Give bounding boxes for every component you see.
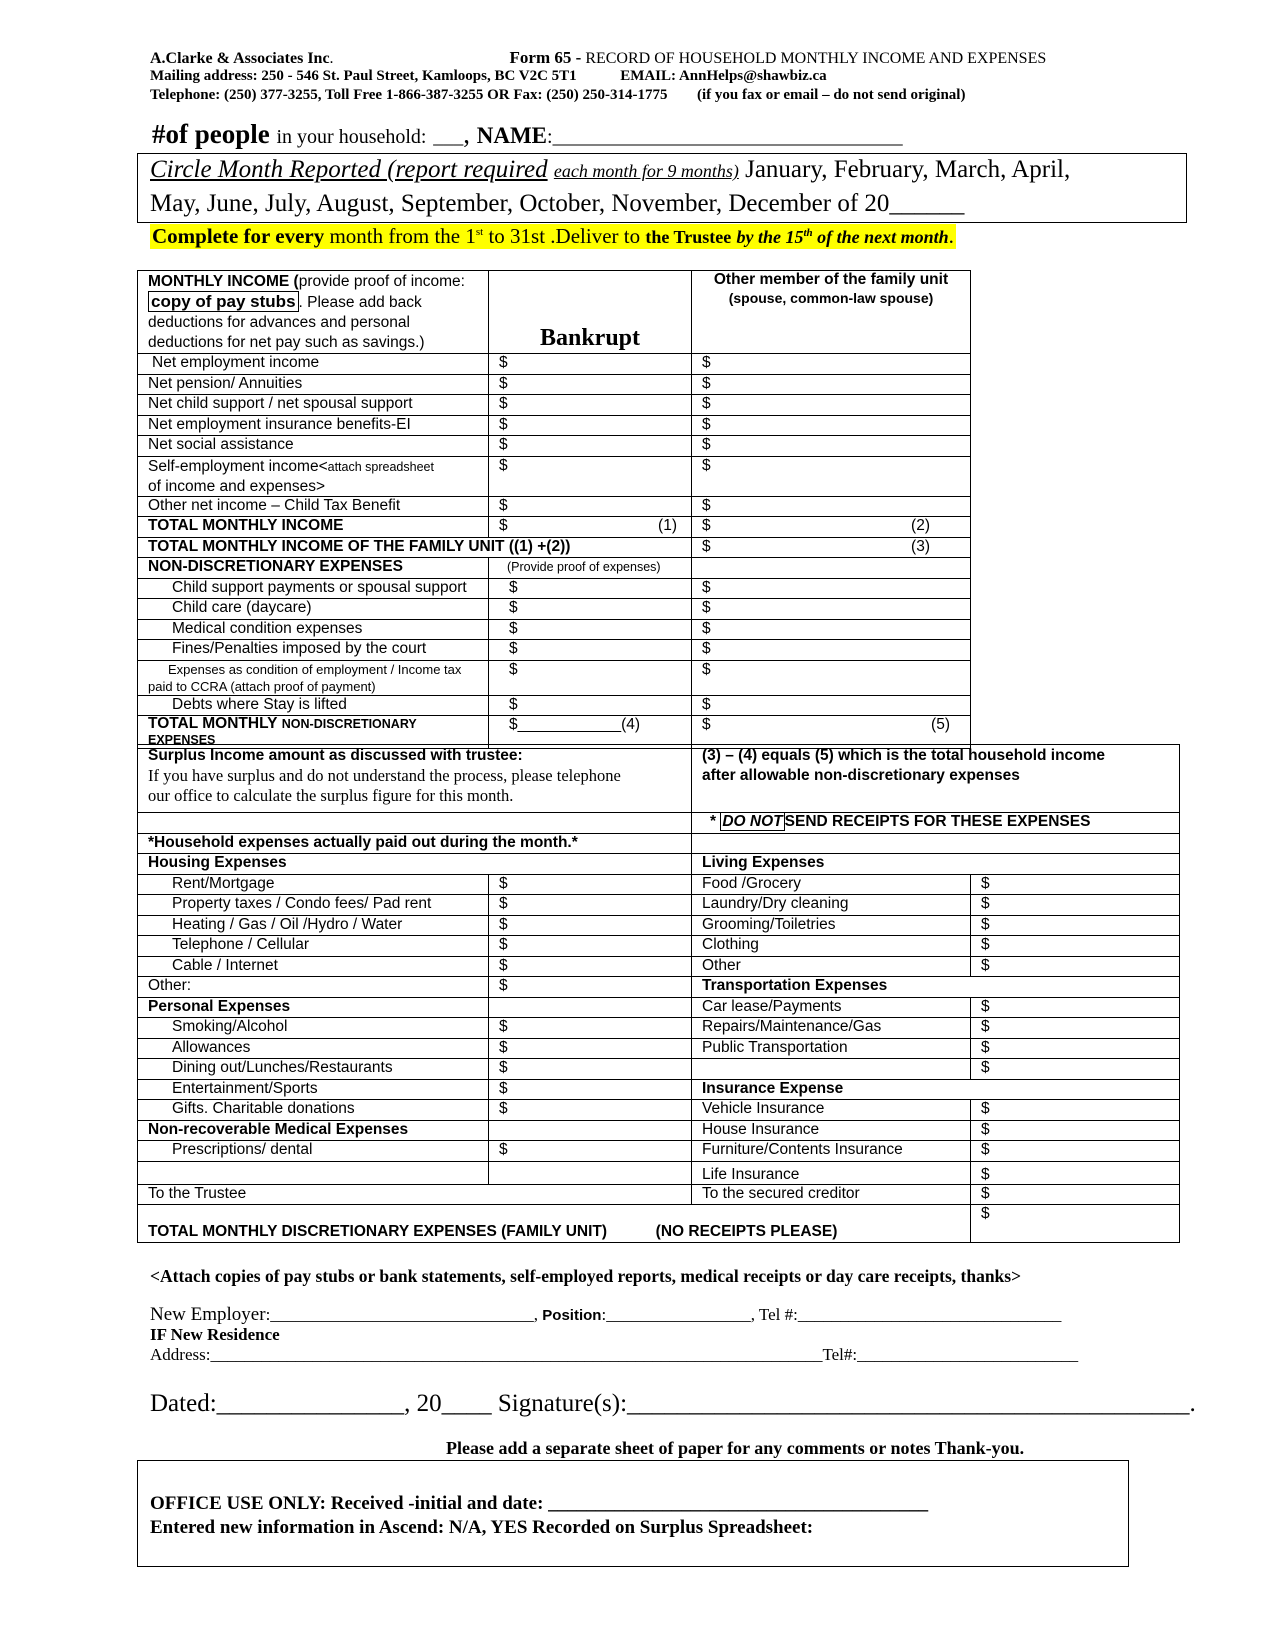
table-row [138,1079,1180,1100]
bankrupt-amount[interactable]: $ [489,395,692,416]
send-receipts: SEND RECEIPTS FOR THESE EXPENSES [784,813,1091,830]
other-member-header [692,271,971,354]
employer-field[interactable]: :_______________________________, [265,1305,539,1324]
table-row [138,915,1180,936]
surplus-right-cell [692,745,1180,813]
amount[interactable]: $ [971,1100,1180,1121]
amount[interactable]: $ [971,1038,1180,1059]
amount[interactable]: $ [489,1059,692,1080]
to-secured-label: To the secured creditor [692,1184,971,1205]
row-label: Repairs/Maintenance/Gas [692,1018,971,1039]
complete-trustee: the Trustee [645,227,732,247]
other-amount[interactable]: $ [692,496,971,517]
row-label: Debts where Stay is lifted [138,695,489,716]
mi-head-1: MONTHLY INCOME ( [148,273,299,290]
spouse-note: (spouse, common-law spouse) [728,290,934,306]
ref-1: (1) [658,517,677,534]
complete-instruction: Complete for every month from the 1st to 31st .Deliver to the Trustee by the 15th of the next month. [152,224,954,248]
dollar: $ [702,517,711,534]
bankrupt-amount[interactable]: $ [489,695,692,716]
new-residence-label: IF New Residence [150,1325,280,1344]
bankrupt-label: Bankrupt [539,325,641,351]
each-month-text: each month for 9 months) [553,161,739,181]
table-row [138,517,971,538]
amount[interactable]: $ [971,1120,1180,1141]
se-3: of income and expenses> [148,477,326,495]
dollar: $ [499,517,508,534]
row-label: Food /Grocery [692,874,971,895]
household-title: *Household expenses actually paid out during the month.* [138,833,692,854]
bankrupt-amount[interactable]: $ [489,374,692,395]
row-label: Telephone / Cellular [138,936,489,957]
to-trustee-label: To the Trustee [138,1184,692,1205]
total-income-bankrupt[interactable] [489,517,692,538]
table-row [138,1161,1180,1184]
surplus-right-1: (3) – (4) equals (5) which is the total household income [702,747,1106,764]
table-row [138,578,971,599]
tnd-1: TOTAL MONTHLY [148,715,278,732]
other-amount[interactable]: $ [692,578,971,599]
row-label: Net social assistance [138,436,489,457]
other-amount[interactable]: $ [692,599,971,620]
empty-cell [138,1161,489,1184]
row-label: Net employment income [138,354,489,375]
other-amount[interactable]: $ [692,395,971,416]
table-row [138,1120,1180,1141]
complete-part2: month from the 1 [329,224,476,248]
table-row [138,599,971,620]
amount[interactable]: $ [971,1161,1180,1184]
total-disc-cell [138,1205,971,1243]
table-row [138,695,971,716]
form-number: Form 65 - [509,48,582,67]
row-label: Entertainment/Sports [138,1079,489,1100]
complete-part1: Complete for every [152,224,325,248]
row-label: Car lease/Payments [692,997,971,1018]
row-label: Fines/Penalties imposed by the court [138,640,489,661]
header-line-1: A.Clarke & Associates Inc. Form 65 - RECORD OF HOUSEHOLD MONTHLY INCOME AND EXPENSES [150,48,1047,67]
insurance-heading: Insurance Expense [692,1079,1180,1100]
row-label: Other net income – Child Tax Benefit [138,496,489,517]
bankrupt-amount[interactable]: $ [489,496,692,517]
empty-cell [489,1120,692,1141]
row-label: Heating / Gas / Oil /Hydro / Water [138,915,489,936]
dollar-line: $____________ [509,716,622,733]
surplus-text-2: our office to calculate the surplus figure for this month. [148,786,514,805]
do-not-box: DO NOT [722,813,783,830]
row-label: House Insurance [692,1120,971,1141]
complete-st: st [475,226,484,238]
other-amount[interactable]: $ [692,374,971,395]
row-label: Grooming/Toiletries [692,915,971,936]
amount[interactable]: $ [489,895,692,916]
table-row [138,936,1180,957]
table-row [138,997,1180,1018]
amount[interactable]: $ [489,915,692,936]
total-income-other[interactable] [692,517,971,538]
people-label: #of people [152,119,270,149]
do-not-send-receipts [692,813,1180,834]
table-row [138,456,971,496]
form-title: RECORD OF HOUSEHOLD MONTHLY INCOME AND EXPENSES [585,50,1047,67]
bankrupt-amount[interactable]: $ [489,578,692,599]
nonrec-med-heading: Non-recoverable Medical Expenses [138,1120,489,1141]
total-disc-amount[interactable]: $ [971,1205,1180,1243]
nondisc-label: NON-DISCRETIONARY EXPENSES [138,558,489,579]
other-amount[interactable]: $ [692,436,971,457]
table-row [138,436,971,457]
row-label: Net pension/ Annuities [138,374,489,395]
transport-heading: Transportation Expenses [692,977,1180,998]
amount[interactable]: $ [489,956,692,977]
total-monthly-income-label: TOTAL MONTHLY INCOME [138,517,489,538]
mi-head-3: . Please add back deductions for advances and personal deductions for net pay such as savings.) [148,294,425,351]
address-field[interactable]: Address:________________________________________________________________________Tel#:__________________________ [150,1345,1079,1364]
table-row [138,537,971,558]
row-label: Child support payments or spousal support [138,578,489,599]
email-address: EMAIL: AnnHelps@shawbiz.ca [620,68,827,84]
amount[interactable]: $ [489,874,692,895]
proof-expenses-note: (Provide proof of expenses) [489,558,692,579]
row-label: Furniture/Contents Insurance [692,1141,971,1162]
ref-3: (3) [911,537,930,555]
table-row [138,1184,1180,1205]
exp-cond-label [138,660,489,695]
office-line-2: Entered new information in Ascend: N/A, YES Recorded on Surplus Spreadsheet: [150,1517,814,1538]
ref-2: (2) [911,517,930,534]
telephone-info: Telephone: (250) 377-3255, Toll Free 1-866-387-3255 OR Fax: (250) 250-314-1775 [150,87,668,103]
other-amount[interactable]: $ [692,660,971,695]
dollar: $ [702,716,711,733]
table-row [138,640,971,661]
people-name-line: #of people in your household: ___, NAME:___________________________________ [152,119,903,149]
housing-heading: Housing Expenses [138,854,692,875]
se-2: attach spreadsheet [327,459,434,474]
table-row [138,1205,1180,1243]
people-count-field[interactable]: ___ [433,126,464,148]
bankrupt-col-header [489,271,692,354]
income-table [137,270,971,749]
attach-note: <Attach copies of pay stubs or bank statements, self-employed reports, medical receipts or day care receipts, thanks> [150,1266,1022,1286]
complete-part3: to 31st .Deliver to [488,224,641,248]
mailing-address: Mailing address: 250 - 546 St. Paul Street, Kamloops, BC V2C 5T1 [150,68,577,84]
table-row [138,895,1180,916]
bankrupt-amount[interactable]: $ [489,640,692,661]
tnd-3: EXPENSES [148,733,216,747]
table-row [138,1059,1180,1080]
amount[interactable]: $ [971,956,1180,977]
dated-signature-line[interactable]: Dated:_______________, 20____ Signature(s):_____________________________________________. [150,1390,1196,1417]
other-amount[interactable]: $ [692,415,971,436]
amount[interactable]: $ [489,1079,692,1100]
amount[interactable]: $ [971,1018,1180,1039]
row-label: Life Insurance [692,1161,971,1184]
amount[interactable]: $ [489,977,692,998]
table-row [138,395,971,416]
table-row [138,374,971,395]
total-disc-label: TOTAL MONTHLY DISCRETIONARY EXPENSES (FAMILY UNIT) [148,1223,608,1240]
empty-cell [489,1161,692,1184]
amount[interactable]: $ [971,1184,1180,1205]
total-family-amount[interactable] [692,537,971,558]
row-label: Rent/Mortgage [138,874,489,895]
se-1: Self-employment income< [148,457,328,475]
other-amount[interactable]: $ [692,695,971,716]
circle-month-text: Circle Month Reported (report required [150,156,548,183]
no-receipts-label: (NO RECEIPTS PLEASE) [655,1223,838,1240]
month-box [137,153,1187,223]
amount[interactable]: $ [489,1141,692,1162]
row-label: Laundry/Dry cleaning [692,895,971,916]
table-row [138,1018,1180,1039]
table-row [138,956,1180,977]
surplus-cell [138,745,692,813]
empty-cell [692,558,971,579]
ref-4: (4) [621,716,641,733]
amount[interactable]: $ [971,936,1180,957]
bankrupt-amount[interactable]: $ [489,436,692,457]
dollar: $ [702,537,711,555]
bankrupt-amount[interactable]: $ [489,660,692,695]
months-line-1[interactable]: January, February, March, April, [745,156,1071,183]
row-label: Smoking/Alcohol [138,1018,489,1039]
empty-cell [692,1059,971,1080]
amount[interactable]: $ [489,1100,692,1121]
row-label: Dining out/Lunches/Restaurants [138,1059,489,1080]
table-row [138,977,1180,998]
monthly-income-header [138,271,489,354]
copy-pay-stubs: copy of pay stubs [148,291,299,312]
table-row [138,619,971,640]
other-member-label: Other member of the family unit [713,271,949,288]
bankrupt-amount[interactable]: $ [489,415,692,436]
employer-line [150,1304,1061,1326]
months-line-2[interactable]: May, June, July, August, September, October, November, December of 20______ [150,190,965,217]
row-label: Other [692,956,971,977]
position-label: Position [542,1307,602,1324]
ref-5: (5) [931,716,950,733]
empty-cell [692,833,1180,854]
table-row [138,558,971,579]
self-employment-label [138,456,489,496]
row-label: Property taxes / Condo fees/ Pad rent [138,895,489,916]
table-row [138,1038,1180,1059]
complete-15: by the 15 [736,227,804,247]
other-amount[interactable]: $ [692,619,971,640]
position-tel-field[interactable]: :_________________, Tel #:_______________________________ [601,1305,1062,1324]
new-employer-label: New Employer [150,1304,266,1325]
row-label: Net employment insurance benefits-EI [138,415,489,436]
empty-cell [138,813,692,834]
total-family-income-label: TOTAL MONTHLY INCOME OF THE FAMILY UNIT ((1) +(2)) [138,537,692,558]
personal-heading: Personal Expenses [138,997,489,1018]
tnd-2: NON-DISCRETIONARY [281,717,417,731]
notes-instruction: Please add a separate sheet of paper for any comments or notes Thank-you. [446,1438,1025,1458]
row-label: Net child support / net spousal support [138,395,489,416]
star: * [710,813,717,830]
amount[interactable]: $ [971,915,1180,936]
row-label: Cable / Internet [138,956,489,977]
name-label: NAME [476,123,548,148]
other-amount[interactable]: $ [692,354,971,375]
row-label: Medical condition expenses [138,619,489,640]
amount[interactable]: $ [489,1038,692,1059]
amount[interactable]: $ [971,1141,1180,1162]
company-name: A.Clarke & Associates Inc [150,50,330,67]
table-row [138,415,971,436]
name-field[interactable]: :___________________________________ [547,126,903,148]
row-label: Child care (daycare) [138,599,489,620]
surplus-right-2: after allowable non-discretionary expenses [702,767,1020,784]
row-label: Other: [138,977,489,998]
complete-part6: of the next month [817,227,949,247]
amount[interactable]: $ [489,936,692,957]
complete-th: th [803,227,813,239]
row-label: Prescriptions/ dental [138,1141,489,1162]
living-heading: Living Expenses [692,854,1180,875]
other-amount[interactable]: $ [692,640,971,661]
table-row [138,496,971,517]
household-table [137,744,1180,1243]
office-use-box [137,1460,1129,1567]
table-row [138,354,971,375]
surplus-text-1: If you have surplus and do not understand the process, please telephone [148,766,621,785]
bankrupt-amount[interactable]: $ [489,599,692,620]
bankrupt-amount[interactable]: $ [489,456,692,496]
other-amount[interactable]: $ [692,456,971,496]
month-line-1 [150,156,1070,184]
surplus-title: Surplus Income amount as discussed with trustee: [148,747,523,764]
table-row [138,660,971,695]
empty-cell [489,997,692,1018]
ec-1: Expenses as condition of employment / Income tax [168,661,462,677]
fax-note: (if you fax or email – do not send original) [696,87,966,103]
row-label: Public Transportation [692,1038,971,1059]
amount[interactable]: $ [971,997,1180,1018]
bankrupt-amount[interactable]: $ [489,619,692,640]
header-line-3 [150,87,965,104]
mi-head-2: provide proof of income: [298,273,465,290]
ec-2: paid to CCRA (attach proof of payment) [148,678,376,694]
amount[interactable]: $ [489,1018,692,1039]
table-row [138,874,1180,895]
people-suffix: in your household: [276,126,427,148]
amount[interactable]: $ [971,1059,1180,1080]
row-label: Gifts. Charitable donations [138,1100,489,1121]
bankrupt-amount[interactable]: $ [489,354,692,375]
office-line-1: OFFICE USE ONLY: Received -initial and date: ________________________________________ [150,1493,929,1514]
table-row [138,1141,1180,1162]
row-label: Allowances [138,1038,489,1059]
row-label: Clothing [692,936,971,957]
table-row [138,1100,1180,1121]
amount[interactable]: $ [971,874,1180,895]
amount[interactable]: $ [971,895,1180,916]
row-label: Vehicle Insurance [692,1100,971,1121]
header-line-2 [150,68,827,85]
